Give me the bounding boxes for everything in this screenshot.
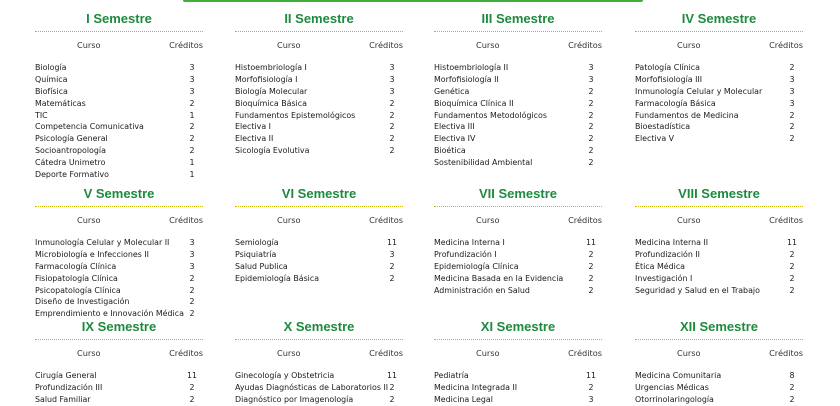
course-name: Competencia Comunicativa (35, 122, 144, 132)
header-curso: Curso (476, 348, 500, 358)
course-name: Salud Publica (235, 261, 288, 271)
course-name: Profundización II (635, 249, 700, 259)
course-name: Ginecología y Obstetricia (235, 371, 335, 380)
semester-block (35, 12, 203, 181)
course-list (35, 370, 203, 406)
semester-title: VII Semestre (478, 186, 558, 201)
course-credits: 11 (387, 371, 398, 380)
header-creditos: Créditos (568, 215, 602, 225)
course-row (35, 370, 203, 382)
course-name: Farmacología Básica (635, 98, 716, 108)
course-name: Electiva III (434, 122, 475, 132)
column-header (235, 215, 403, 227)
course-credits: 2 (189, 309, 195, 319)
course-credits: 2 (789, 382, 795, 392)
course-row (635, 237, 803, 249)
course-row (434, 237, 602, 249)
course-name: Urgencias Médicas (635, 382, 709, 392)
course-row (35, 145, 203, 157)
semester-block (235, 320, 403, 406)
course-name: Diseño de Investigación (35, 297, 130, 307)
semester-title: VIII Semestre (678, 186, 760, 201)
course-credits: 3 (189, 74, 195, 84)
course-name: Electiva II (235, 134, 274, 144)
course-credits: 2 (189, 134, 195, 144)
course-row (434, 273, 602, 285)
course-row (235, 145, 403, 157)
course-name: Electiva V (635, 134, 675, 144)
course-name: Medicina Interna II (635, 238, 709, 247)
course-name: Bioestadística (635, 122, 691, 132)
course-row (434, 62, 602, 74)
course-row (235, 249, 403, 261)
column-header (635, 348, 803, 360)
course-row (235, 98, 403, 110)
course-name: Morfofisiología II (434, 74, 499, 84)
course-credits: 3 (588, 63, 594, 72)
course-row (35, 237, 203, 249)
course-name: Diagnóstico por Imagenología (235, 394, 354, 404)
dotted-divider (35, 31, 203, 32)
course-credits: 2 (588, 249, 594, 259)
course-name: Medicina Legal (434, 394, 493, 404)
course-name: Fundamentos de Medicina (635, 110, 739, 120)
course-name: Medicina Integrada II (434, 382, 518, 392)
course-credits: 2 (189, 122, 195, 132)
course-name: Investigación I (635, 273, 693, 283)
course-row (434, 157, 602, 169)
course-credits: 2 (189, 394, 195, 404)
course-row (635, 382, 803, 394)
course-credits: 2 (588, 110, 594, 120)
course-credits: 2 (588, 382, 594, 392)
column-header (235, 348, 403, 360)
header-creditos: Créditos (568, 348, 602, 358)
dotted-divider (434, 31, 602, 32)
course-credits: 2 (389, 261, 395, 271)
header-creditos: Créditos (769, 215, 803, 225)
course-credits: 3 (789, 74, 795, 84)
course-name: Sicología Evolutiva (235, 146, 310, 156)
course-credits: 1 (189, 110, 195, 120)
course-name: Microbiología e Infecciones II (35, 249, 149, 259)
header-curso: Curso (677, 40, 701, 50)
semester-block (434, 12, 602, 169)
course-credits: 3 (189, 238, 195, 247)
course-row (635, 110, 803, 122)
semester-block (35, 320, 203, 406)
header-curso: Curso (77, 348, 101, 358)
course-credits: 2 (389, 146, 395, 156)
course-name: Química (35, 74, 68, 84)
course-row (635, 74, 803, 86)
course-row (434, 74, 602, 86)
course-name: Histoembriología I (235, 63, 307, 72)
course-list (635, 62, 803, 145)
course-row (635, 121, 803, 133)
course-row (235, 121, 403, 133)
course-row (35, 121, 203, 133)
dotted-divider (635, 339, 803, 340)
course-row (235, 370, 403, 382)
course-row (35, 249, 203, 261)
course-credits: 2 (189, 98, 195, 108)
course-credits: 11 (387, 238, 398, 247)
semester-title: I Semestre (86, 11, 152, 26)
course-name: Inmunología Celular y Molecular (635, 86, 763, 96)
course-name: Pediatría (434, 371, 469, 380)
course-name: Bioquímica Básica (235, 98, 307, 108)
header-curso: Curso (277, 40, 301, 50)
course-credits: 3 (389, 249, 395, 259)
course-row (35, 382, 203, 394)
course-credits: 2 (189, 285, 195, 295)
column-header (235, 40, 403, 52)
semester-title: III Semestre (481, 11, 555, 26)
course-row (235, 382, 403, 394)
course-row (235, 62, 403, 74)
course-row (434, 261, 602, 273)
course-row (35, 261, 203, 273)
semester-title: VI Semestre (281, 186, 357, 201)
course-name: Histoembriología II (434, 63, 509, 72)
course-credits: 2 (789, 273, 795, 283)
semester-title: V Semestre (83, 186, 155, 201)
course-row (635, 98, 803, 110)
course-row (434, 98, 602, 110)
course-list (35, 62, 203, 181)
header-curso: Curso (476, 215, 500, 225)
course-row (635, 261, 803, 273)
course-list (434, 62, 602, 169)
top-accent-bar (183, 0, 643, 2)
course-credits: 2 (389, 394, 395, 404)
course-name: Deporte Formativo (35, 170, 109, 180)
course-credits: 2 (789, 261, 795, 271)
semester-title: II Semestre (284, 11, 354, 26)
course-name: Cátedra Unimetro (35, 158, 106, 168)
course-credits: 1 (189, 158, 195, 168)
course-credits: 3 (389, 86, 395, 96)
column-header (434, 40, 602, 52)
header-creditos: Créditos (769, 348, 803, 358)
dotted-divider (235, 31, 403, 32)
course-credits: 3 (389, 63, 395, 72)
course-credits: 3 (189, 249, 195, 259)
course-name: Ayudas Diagnósticas de Laboratorios II (235, 382, 389, 392)
column-header (35, 40, 203, 52)
course-credits: 3 (588, 394, 594, 404)
course-credits: 1 (189, 170, 195, 180)
semester-block (635, 12, 803, 145)
course-name: Psiquiatría (235, 249, 277, 259)
course-name: Psicopatología Clínica (35, 285, 121, 295)
course-credits: 3 (588, 74, 594, 84)
header-creditos: Créditos (169, 40, 203, 50)
header-curso: Curso (476, 40, 500, 50)
course-credits: 2 (789, 249, 795, 259)
course-name: Medicina Basada en la Evidencia (434, 273, 564, 283)
course-name: Ética Médica (635, 261, 685, 271)
course-name: Profundización I (434, 249, 497, 259)
course-name: Epidemiología Básica (235, 273, 320, 283)
course-row (35, 157, 203, 169)
course-credits: 3 (189, 86, 195, 96)
course-name: Salud Familiar (35, 394, 91, 404)
course-name: Psicología General (35, 134, 108, 144)
course-name: Fisiopatología Clínica (35, 273, 118, 283)
course-name: Profundización III (35, 382, 103, 392)
header-curso: Curso (677, 348, 701, 358)
header-curso: Curso (277, 348, 301, 358)
course-row (434, 121, 602, 133)
course-name: Inmunología Celular y Molecular II (35, 238, 170, 247)
header-creditos: Créditos (369, 40, 403, 50)
course-name: Patología Clínica (635, 63, 700, 72)
semester-block (434, 320, 602, 406)
course-row (235, 261, 403, 273)
course-credits: 2 (789, 285, 795, 295)
course-row (434, 382, 602, 394)
course-name: Epidemiología Clínica (434, 261, 519, 271)
course-credits: 8 (789, 371, 795, 380)
course-row (635, 133, 803, 145)
course-credits: 2 (389, 382, 395, 392)
course-credits: 2 (588, 261, 594, 271)
semester-title: X Semestre (283, 319, 355, 334)
header-creditos: Créditos (169, 215, 203, 225)
header-creditos: Créditos (369, 215, 403, 225)
course-credits: 2 (789, 110, 795, 120)
course-name: TIC (35, 110, 48, 120)
course-credits: 3 (189, 261, 195, 271)
course-name: Seguridad y Salud en el Trabajo (635, 285, 760, 295)
course-credits: 2 (389, 122, 395, 132)
course-name: Electiva IV (434, 134, 476, 144)
course-credits: 2 (588, 146, 594, 156)
semester-block (235, 12, 403, 157)
course-credits: 11 (187, 371, 198, 380)
course-credits: 2 (588, 134, 594, 144)
course-row (434, 249, 602, 261)
course-name: Genética (434, 86, 470, 96)
dotted-divider (434, 339, 602, 340)
course-name: Bioquímica Clínica II (434, 98, 514, 108)
course-credits: 3 (389, 74, 395, 84)
course-row (635, 249, 803, 261)
course-row (235, 133, 403, 145)
course-credits: 2 (189, 146, 195, 156)
course-row (434, 133, 602, 145)
course-name: Administración en Salud (434, 285, 530, 295)
course-row (235, 74, 403, 86)
course-credits: 3 (789, 86, 795, 96)
course-row (635, 273, 803, 285)
course-name: Biología Molecular (235, 86, 308, 96)
course-credits: 2 (389, 134, 395, 144)
course-row (434, 370, 602, 382)
course-credits: 2 (789, 394, 795, 404)
course-list (434, 370, 602, 406)
header-creditos: Créditos (169, 348, 203, 358)
course-credits: 2 (588, 158, 594, 168)
column-header (434, 215, 602, 227)
course-row (35, 74, 203, 86)
course-name: Fundamentos Metodológicos (434, 110, 547, 120)
course-row (434, 145, 602, 157)
semester-block (635, 320, 803, 406)
course-row (434, 86, 602, 98)
header-creditos: Créditos (568, 40, 602, 50)
course-row (235, 237, 403, 249)
semester-title: XII Semestre (679, 319, 759, 334)
course-credits: 2 (588, 86, 594, 96)
course-credits: 2 (588, 285, 594, 295)
course-credits: 11 (586, 238, 597, 247)
column-header (635, 40, 803, 52)
course-credits: 2 (789, 63, 795, 72)
course-row (35, 110, 203, 122)
course-credits: 11 (787, 238, 798, 247)
course-credits: 2 (789, 134, 795, 144)
course-credits: 2 (588, 98, 594, 108)
course-row (235, 86, 403, 98)
course-name: Biofísica (35, 86, 68, 96)
column-header (35, 215, 203, 227)
header-creditos: Créditos (769, 40, 803, 50)
course-list (235, 370, 403, 406)
course-list (434, 237, 602, 296)
semester-title: IV Semestre (681, 11, 757, 26)
column-header (434, 348, 602, 360)
course-row (434, 285, 602, 297)
course-row (35, 273, 203, 285)
semester-block (635, 187, 803, 296)
column-header (635, 215, 803, 227)
header-creditos: Créditos (369, 348, 403, 358)
course-name: Socioantropología (35, 146, 106, 156)
course-credits: 3 (789, 98, 795, 108)
course-row (235, 273, 403, 285)
course-credits: 2 (189, 273, 195, 283)
course-name: Bioética (434, 146, 466, 156)
semester-block (434, 187, 602, 296)
course-row (35, 86, 203, 98)
dotted-divider (235, 206, 403, 207)
course-name: Medicina Comunitaria (635, 371, 722, 380)
dotted-divider (35, 206, 203, 207)
course-credits: 3 (189, 63, 195, 72)
header-curso: Curso (77, 215, 101, 225)
course-row (235, 110, 403, 122)
semester-block (35, 187, 203, 320)
course-name: Sostenibilidad Ambiental (434, 158, 533, 168)
course-credits: 2 (189, 297, 195, 307)
course-list (35, 237, 203, 320)
dotted-divider (635, 31, 803, 32)
course-list (635, 370, 803, 406)
course-name: Biología (35, 63, 67, 72)
course-credits: 2 (389, 273, 395, 283)
course-row (35, 285, 203, 297)
semester-block (235, 187, 403, 285)
course-row (635, 86, 803, 98)
course-name: Farmacología Clínica (35, 261, 117, 271)
course-list (635, 237, 803, 296)
header-curso: Curso (677, 215, 701, 225)
course-row (35, 133, 203, 145)
course-name: Emprendimiento e Innovación Médica (35, 309, 184, 319)
course-name: Electiva I (235, 122, 271, 132)
course-credits: 2 (189, 382, 195, 392)
course-name: Fundamentos Epistemológicos (235, 110, 356, 120)
course-list (235, 62, 403, 157)
course-row (635, 285, 803, 297)
dotted-divider (235, 339, 403, 340)
course-row (635, 370, 803, 382)
course-name: Medicina Interna I (434, 238, 505, 247)
course-name: Otorrinolaringología (635, 394, 714, 404)
header-curso: Curso (77, 40, 101, 50)
course-name: Matemáticas (35, 98, 86, 108)
dotted-divider (35, 339, 203, 340)
course-name: Morfofisiología III (635, 74, 703, 84)
course-row (35, 169, 203, 181)
course-name: Morfofisiología I (235, 74, 298, 84)
semester-title: IX Semestre (81, 319, 157, 334)
course-row (35, 98, 203, 110)
course-name: Semiología (235, 238, 279, 247)
course-credits: 2 (389, 98, 395, 108)
course-row (635, 62, 803, 74)
course-credits: 11 (586, 371, 597, 380)
course-row (35, 62, 203, 74)
header-curso: Curso (277, 215, 301, 225)
dotted-divider (434, 206, 602, 207)
column-header (35, 348, 203, 360)
course-credits: 2 (789, 122, 795, 132)
course-name: Cirugía General (35, 371, 97, 380)
dotted-divider (635, 206, 803, 207)
course-credits: 2 (588, 122, 594, 132)
course-list (235, 237, 403, 285)
course-credits: 2 (588, 273, 594, 283)
course-credits: 2 (389, 110, 395, 120)
course-row (434, 110, 602, 122)
course-row (35, 296, 203, 308)
semester-title: XI Semestre (480, 319, 556, 334)
